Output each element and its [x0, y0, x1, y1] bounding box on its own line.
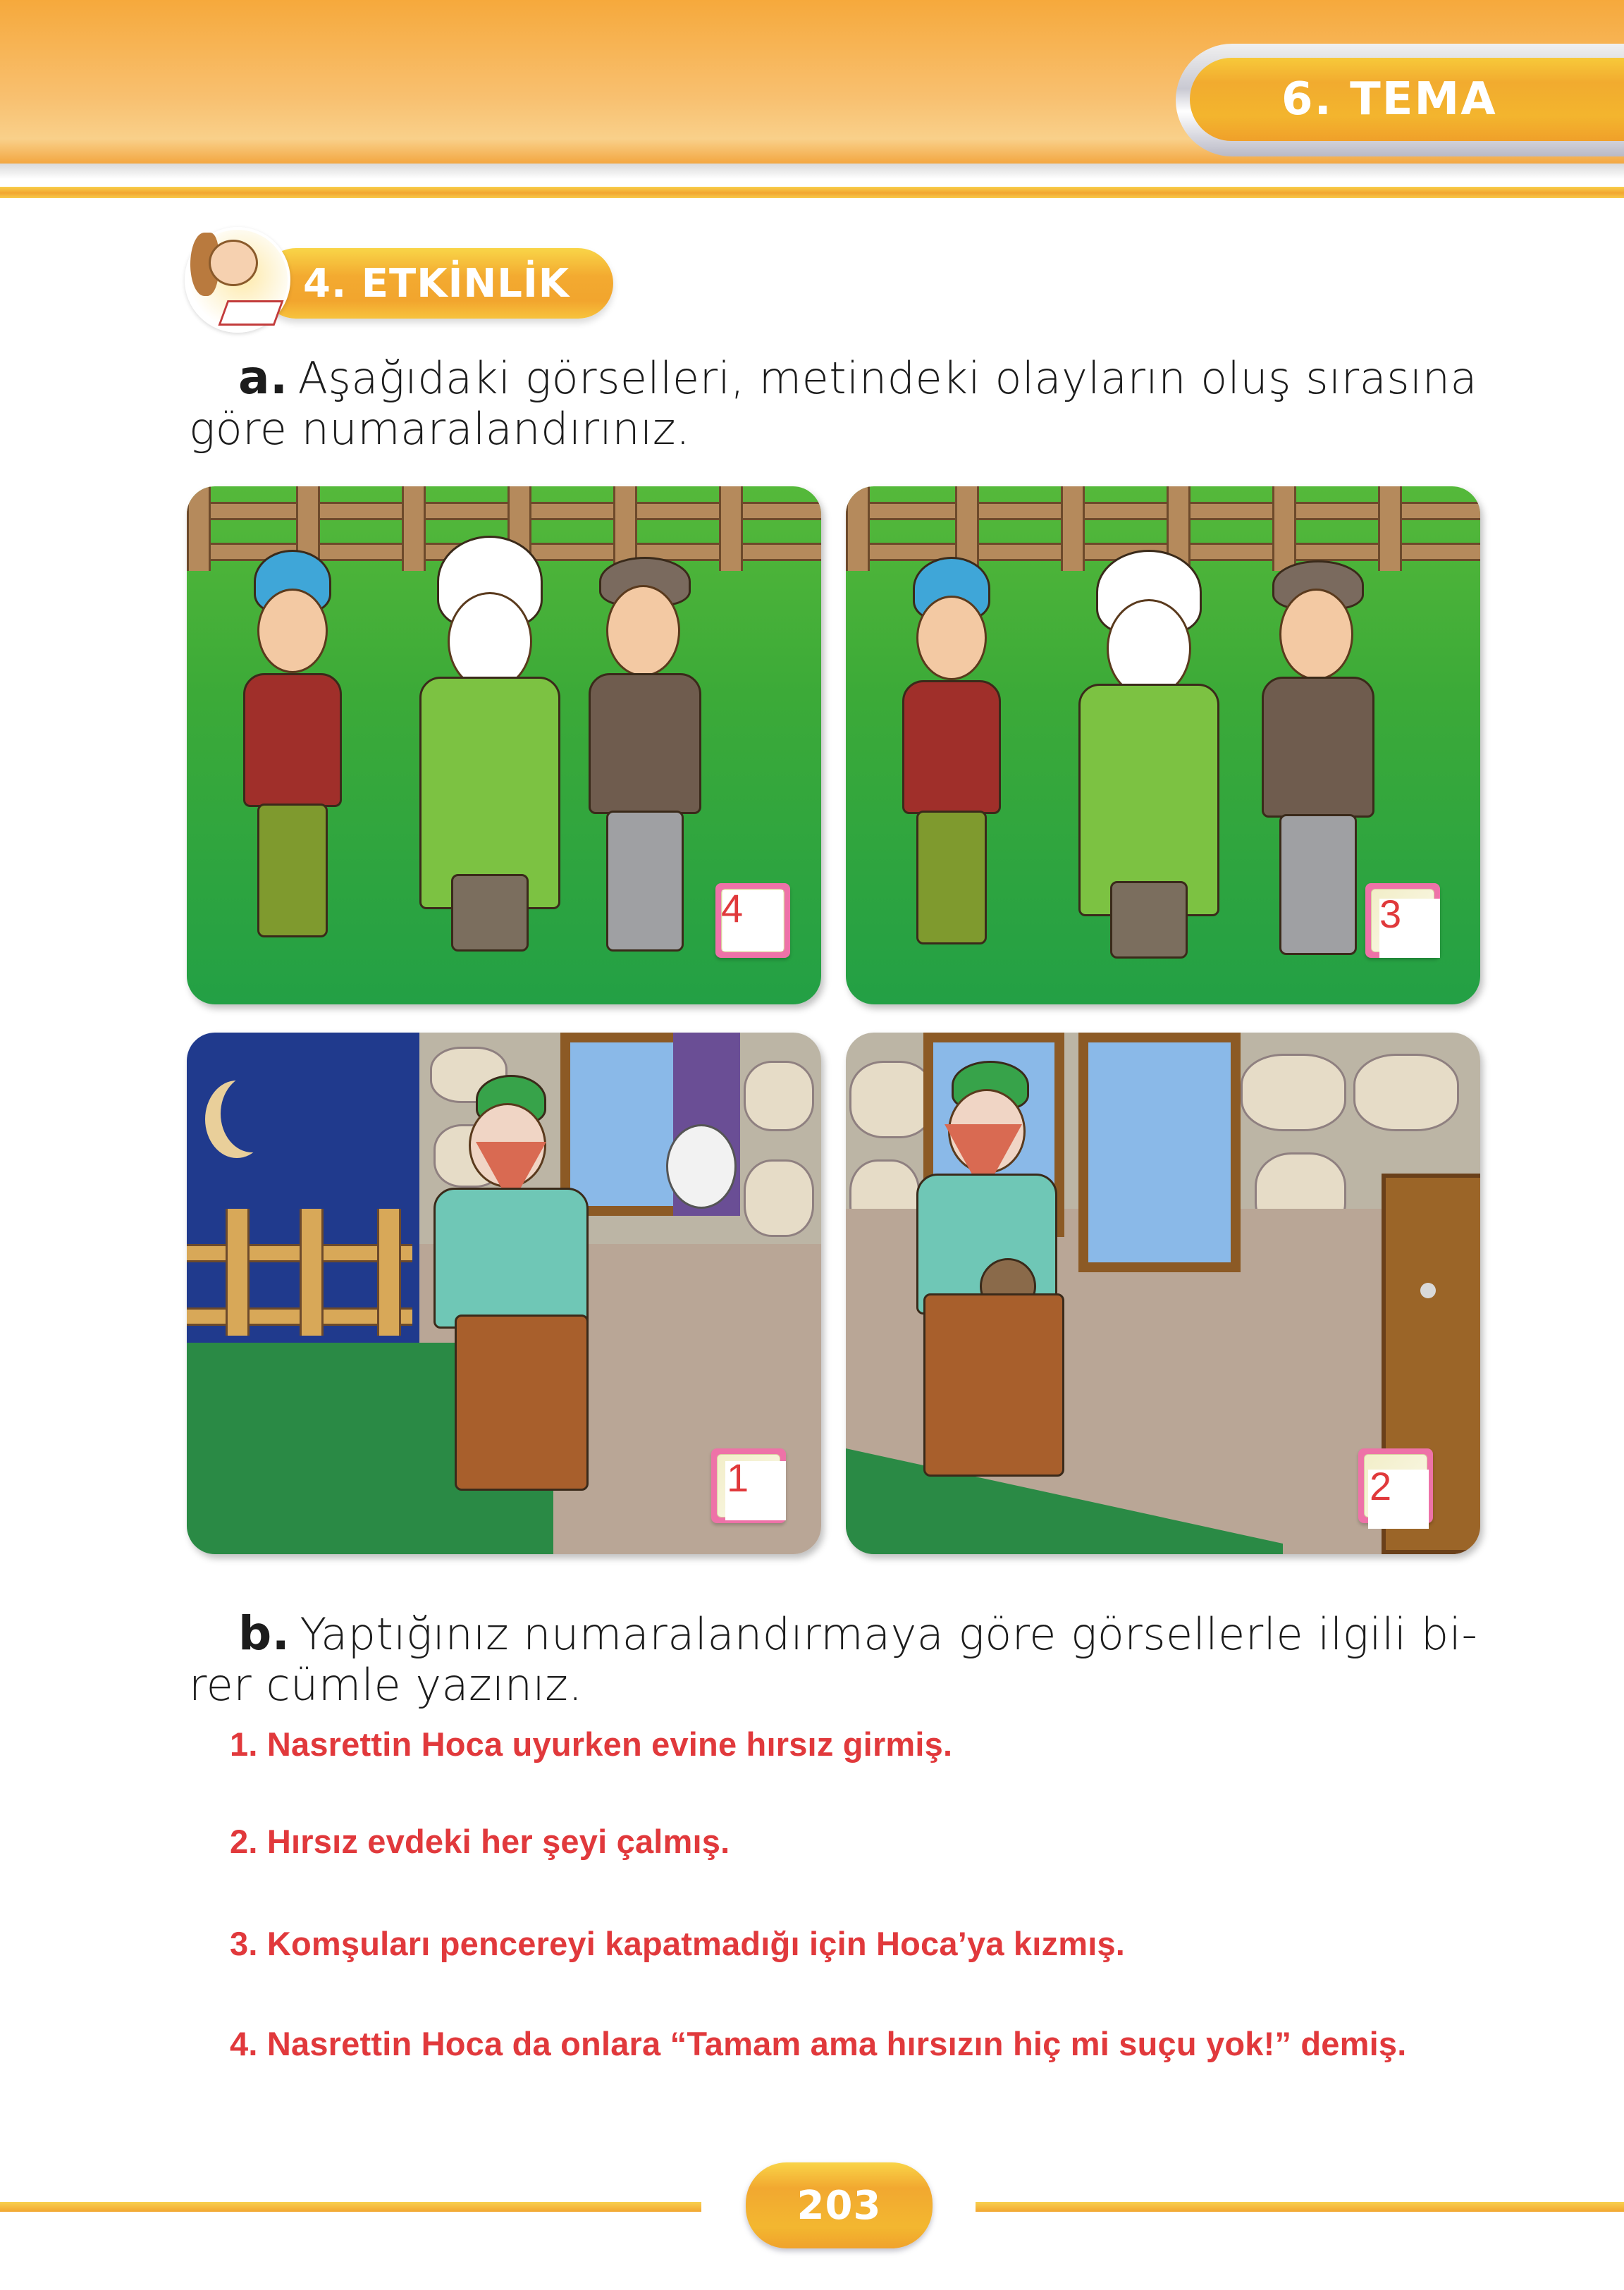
answer-sentence-3[interactable]: 3. Komşuları pencereyi kapatmadığı için Hoca’ya kızmış. — [230, 1925, 1126, 1962]
fence-post — [846, 486, 870, 571]
answer-sentence-2[interactable]: 2. Hırsız evdeki her şeyi çalmış. — [230, 1823, 730, 1860]
footer-line-right — [976, 2202, 1624, 2212]
order-number-box[interactable] — [711, 1448, 786, 1523]
neighbor-turban-figure — [215, 550, 370, 944]
story-panel-top-left — [187, 486, 821, 1004]
footer-line-left — [0, 2202, 701, 2212]
page-number-badge — [746, 2162, 933, 2248]
thief-figure — [398, 1075, 624, 1526]
theme-label: 6. TEMA — [1281, 73, 1497, 125]
activity-badge — [261, 248, 613, 319]
fence-post — [1378, 486, 1402, 571]
header-shadow — [0, 164, 1624, 179]
instruction-b-line1: Yaptığınız numaralandırmaya göre görsellerle ilgili bi- — [300, 1608, 1478, 1660]
night-fence-post — [300, 1209, 324, 1336]
sleeping-hoca — [666, 1124, 737, 1209]
stone — [1241, 1054, 1346, 1131]
page-number: 203 — [796, 2182, 882, 2229]
order-number: 1 — [727, 1455, 749, 1500]
order-number-box[interactable] — [715, 883, 790, 958]
header-stripe — [0, 187, 1624, 198]
nasreddin-hoca-figure — [1057, 550, 1241, 973]
order-number-box[interactable] — [1365, 883, 1440, 958]
door-knob — [1420, 1283, 1436, 1298]
neighbor-turban-figure — [874, 557, 1029, 952]
order-number: 4 — [721, 886, 744, 930]
instruction-b-line2: rer cümle yazınız. — [189, 1659, 583, 1711]
fence-post — [1272, 486, 1296, 571]
instruction-a — [189, 338, 1479, 469]
order-number: 2 — [1370, 1464, 1392, 1508]
fence-post — [187, 486, 211, 571]
story-panel-bottom-right — [846, 1033, 1480, 1554]
mascot-head — [209, 240, 258, 286]
night-fence-post — [226, 1209, 250, 1336]
answer-sentence-4[interactable]: 4. Nasrettin Hoca da onlara “Tamam ama hırsızın hiç mi suçu yok!” demiş. — [230, 2025, 1407, 2062]
instruction-a-line2: göre numaralandırınız. — [189, 403, 691, 455]
night-fence-post — [377, 1209, 401, 1336]
girl-writing-mascot-icon — [185, 227, 290, 333]
mascot-book — [218, 300, 283, 326]
activity-label: 4. ETKİNLİK — [303, 260, 570, 307]
neighbor-cap-figure — [567, 557, 722, 952]
story-panel-bottom-left — [187, 1033, 821, 1554]
answer-sentence-1[interactable]: 1. Nasrettin Hoca uyurken evine hırsız girmiş. — [230, 1725, 953, 1763]
fence-post — [719, 486, 743, 571]
instruction-b — [189, 1594, 1479, 1725]
story-panel-top-right — [846, 486, 1480, 1004]
instruction-b-letter: b. — [238, 1606, 290, 1661]
stone — [1353, 1054, 1459, 1131]
order-number: 3 — [1379, 892, 1402, 936]
stone — [744, 1159, 814, 1237]
theme-pill — [1190, 58, 1624, 141]
order-number-box[interactable] — [1358, 1448, 1433, 1523]
crescent-moon-icon — [221, 1075, 284, 1152]
nasreddin-hoca-figure — [398, 536, 582, 959]
stone — [744, 1061, 814, 1131]
instruction-a-line1: Aşağıdaki görselleri, metindeki olayların oluş sırasına — [297, 352, 1478, 404]
instruction-a-letter: a. — [238, 350, 288, 405]
thief-figure — [874, 1061, 1114, 1526]
